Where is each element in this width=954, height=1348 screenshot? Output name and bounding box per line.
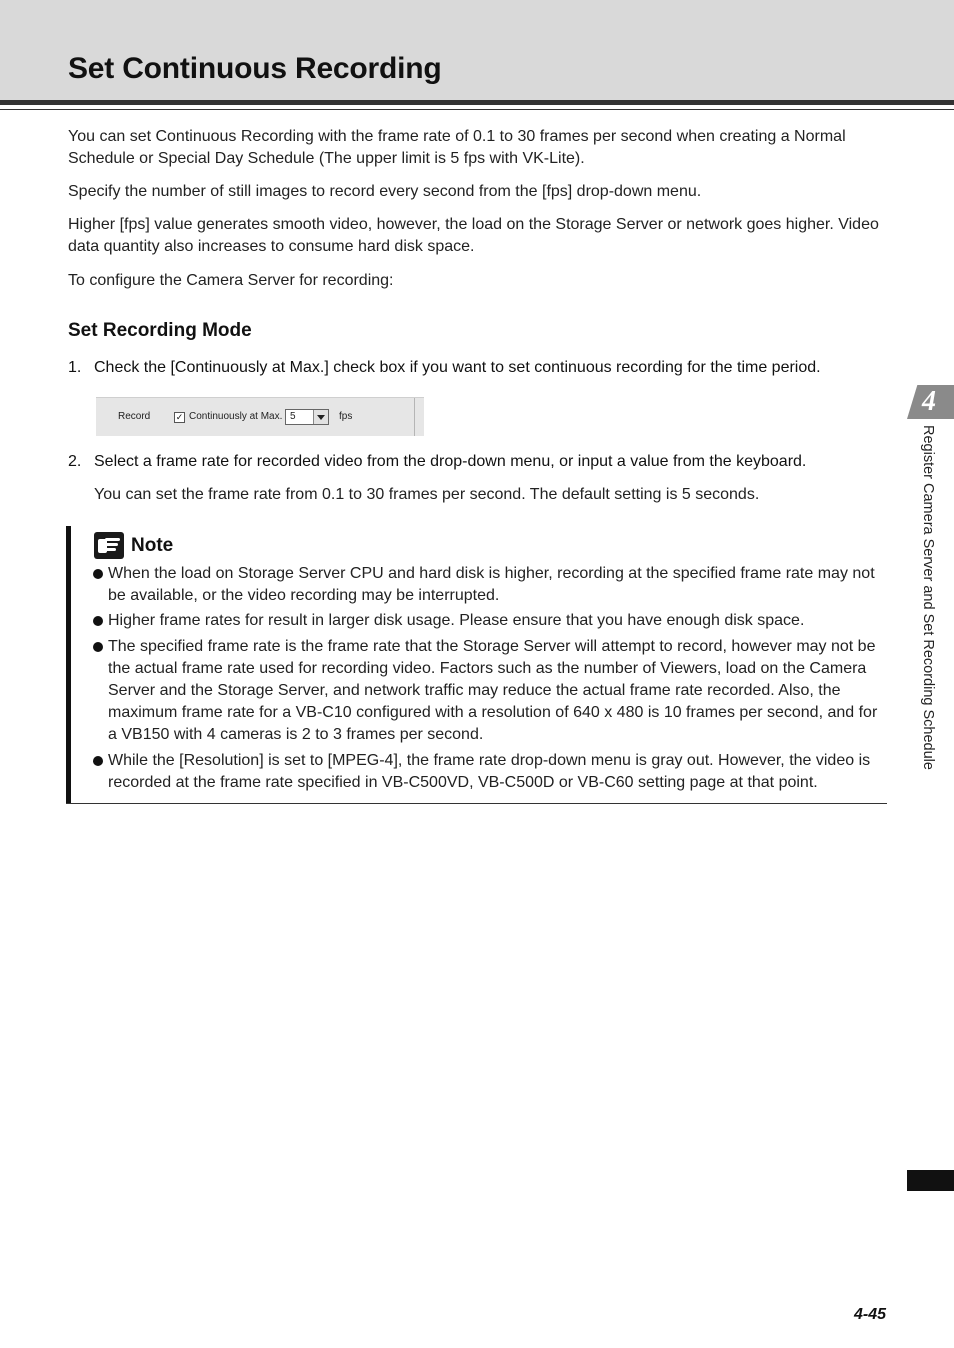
- bullet-icon: [93, 642, 103, 652]
- chapter-number: 4: [922, 386, 936, 417]
- bullet-icon: [93, 616, 103, 626]
- bullet-icon: [93, 756, 103, 766]
- fps-dropdown-value: 5: [290, 411, 296, 422]
- step-text: Check the [Continuously at Max.] check box if you want to set continuous recording for the time period.: [94, 359, 821, 376]
- note-side-bar: [66, 526, 71, 804]
- note-item: [93, 636, 887, 746]
- note-item-text: The specified frame rate is the frame rate that the Storage Server will attempt to record, however may not be the actual frame rate used for recording video. Factors such as the number of Viewers, load on the Camera Server and the Storage Server, and network traffic may reduce the actual frame rate recorded. Also, the maximum frame rate for a VB-C10 configured with a resolution of 640 x 480 is 10 frames per second, and for a VB150 with 4 cameras is 2 to 3 frames per second.: [108, 638, 878, 743]
- panel-divider: [414, 398, 415, 436]
- intro-paragraph-4: To configure the Camera Server for recording:: [68, 272, 394, 289]
- note-bottom-rule: [66, 803, 887, 804]
- fps-unit-label: fps: [339, 411, 353, 422]
- note-item: [93, 563, 887, 607]
- page-number: 4-45: [853, 1306, 886, 1323]
- section-heading: Set Recording Mode: [68, 320, 252, 341]
- note-item-text: When the load on Storage Server CPU and hard disk is higher, recording at the specified frame rate may not be available, or the video recording may be interrupted.: [108, 565, 875, 604]
- pointing-hand-icon: [94, 532, 124, 559]
- header-rule: [0, 100, 954, 105]
- step-text: Select a frame rate for recorded video from the drop-down menu, or input a value from the keyboard.: [94, 453, 807, 470]
- continuously-at-max-label: Continuously at Max.: [189, 411, 283, 422]
- note-item: [93, 610, 887, 632]
- header-rule-thin: [0, 109, 954, 110]
- note-item: [93, 750, 887, 794]
- record-label: Record: [118, 411, 151, 422]
- page-title: Set Continuous Recording: [68, 52, 442, 85]
- note-title: Note: [131, 535, 174, 556]
- step-number: 2.: [68, 453, 82, 470]
- note-item-text: While the [Resolution] is set to [MPEG-4], the frame rate drop-down menu is gray out. However, the video is recorded at the frame rate specified in VB-C500VD, VB-C500D or VB-C60 setting page at that point.: [108, 752, 871, 791]
- step-number: 1.: [68, 359, 82, 376]
- fps-dropdown[interactable]: [285, 409, 329, 425]
- note-item-text: Higher frame rates for result in larger disk usage. Please ensure that you have enough disk space.: [108, 612, 805, 629]
- chapter-side-label: Register Camera Server and Set Recording Schedule: [920, 425, 936, 770]
- continuously-at-max-checkbox[interactable]: ✓: [175, 412, 184, 422]
- bullet-icon: [93, 569, 103, 579]
- intro-paragraph-2: Specify the number of still images to record every second from the [fps] drop-down menu.: [68, 183, 702, 200]
- section-index-tab: [907, 1170, 954, 1191]
- intro-paragraph-3: Higher [fps] value generates smooth video, however, the load on the Storage Server or network goes higher. Video data quantity also increases to consume hard disk space.: [68, 216, 879, 255]
- intro-paragraph-1: You can set Continuous Recording with the frame rate of 0.1 to 30 frames per second when creating a Normal Schedule or Special Day Schedule (The upper limit is 5 fps with VK-Lite).: [68, 128, 846, 167]
- chevron-down-icon[interactable]: [313, 410, 328, 424]
- record-settings-panel: [96, 397, 424, 436]
- step-2-detail: You can set the frame rate from 0.1 to 30 frames per second. The default setting is 5 seconds.: [94, 486, 760, 503]
